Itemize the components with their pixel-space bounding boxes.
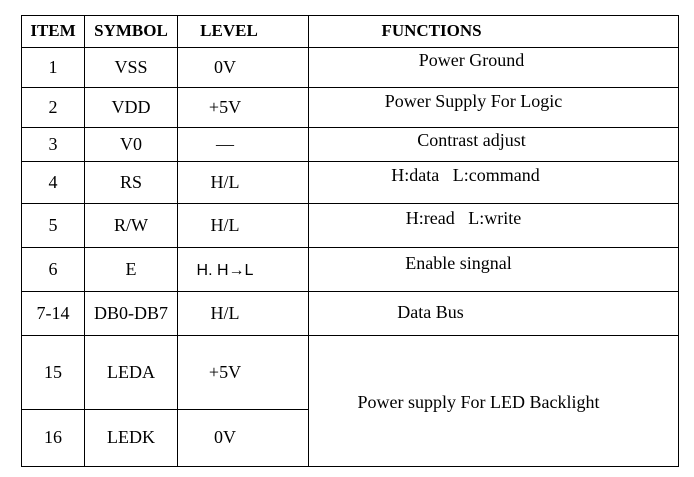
cell-function-text: Power Supply For Logic xyxy=(384,90,563,111)
cell-level xyxy=(178,48,309,88)
cell-function xyxy=(309,88,679,128)
cell-item: 2 xyxy=(22,88,85,128)
cell-level xyxy=(178,128,309,162)
header-functions xyxy=(309,16,679,48)
header-level-label: LEVEL xyxy=(200,21,258,41)
cell-level-value: +5V xyxy=(208,361,242,382)
cell-level xyxy=(178,88,309,128)
cell-item: 4 xyxy=(22,162,85,204)
cell-level xyxy=(178,204,309,248)
table-row xyxy=(22,162,679,204)
cell-function-text: Power supply For LED Backlight xyxy=(357,392,600,413)
cell-item: 1 xyxy=(22,48,85,88)
cell-symbol: V0 xyxy=(85,128,178,162)
cell-function xyxy=(309,128,679,162)
cell-function xyxy=(309,162,679,204)
cell-function-text: Power Ground xyxy=(418,49,525,70)
table-row xyxy=(22,128,679,162)
cell-function xyxy=(309,204,679,248)
cell-level-value: — xyxy=(216,133,234,154)
table-row xyxy=(22,336,679,410)
cell-item: 3 xyxy=(22,128,85,162)
cell-level-value: 0V xyxy=(214,427,236,448)
cell-function xyxy=(309,248,679,292)
cell-symbol: VDD xyxy=(85,88,178,128)
cell-item: 6 xyxy=(22,248,85,292)
cell-function-merged xyxy=(309,336,679,467)
cell-level xyxy=(178,336,309,410)
cell-item: 15 xyxy=(22,336,85,410)
cell-symbol: R/W xyxy=(85,204,178,248)
cell-symbol: VSS xyxy=(85,48,178,88)
pin-function-table xyxy=(21,15,679,467)
table-row xyxy=(22,204,679,248)
cell-function-text: H:data L:command xyxy=(391,164,540,185)
cell-level-value: H/L xyxy=(210,302,240,323)
cell-symbol: E xyxy=(85,248,178,292)
header-symbol: SYMBOL xyxy=(85,16,178,48)
cell-symbol: RS xyxy=(85,162,178,204)
table-row xyxy=(22,248,679,292)
header-functions-label: FUNCTIONS xyxy=(381,21,482,41)
cell-level xyxy=(178,410,309,467)
cell-level-value: H/L xyxy=(210,214,240,235)
table-header-row xyxy=(22,16,679,48)
cell-item: 7-14 xyxy=(22,292,85,336)
cell-function xyxy=(309,48,679,88)
table-row xyxy=(22,292,679,336)
cell-item: 5 xyxy=(22,204,85,248)
cell-symbol: DB0-DB7 xyxy=(85,292,178,336)
cell-level xyxy=(178,292,309,336)
cell-function-text: H:read L:write xyxy=(405,207,522,228)
header-level xyxy=(178,16,309,48)
cell-function-text: Data Bus xyxy=(397,301,464,322)
table-row xyxy=(22,88,679,128)
cell-function-text: Enable singnal xyxy=(405,252,512,273)
cell-level-value: H/L xyxy=(210,171,240,192)
cell-level-value: +5V xyxy=(208,96,242,117)
cell-level xyxy=(178,248,309,292)
cell-level xyxy=(178,162,309,204)
header-item: ITEM xyxy=(22,16,85,48)
cell-function xyxy=(309,292,679,336)
cell-function-text: Contrast adjust xyxy=(417,129,526,150)
cell-item: 16 xyxy=(22,410,85,467)
table-row xyxy=(22,48,679,88)
cell-symbol: LEDK xyxy=(85,410,178,467)
cell-level-value: 0V xyxy=(214,56,236,77)
cell-symbol: LEDA xyxy=(85,336,178,410)
cell-level-value: H. H→L xyxy=(196,261,254,279)
